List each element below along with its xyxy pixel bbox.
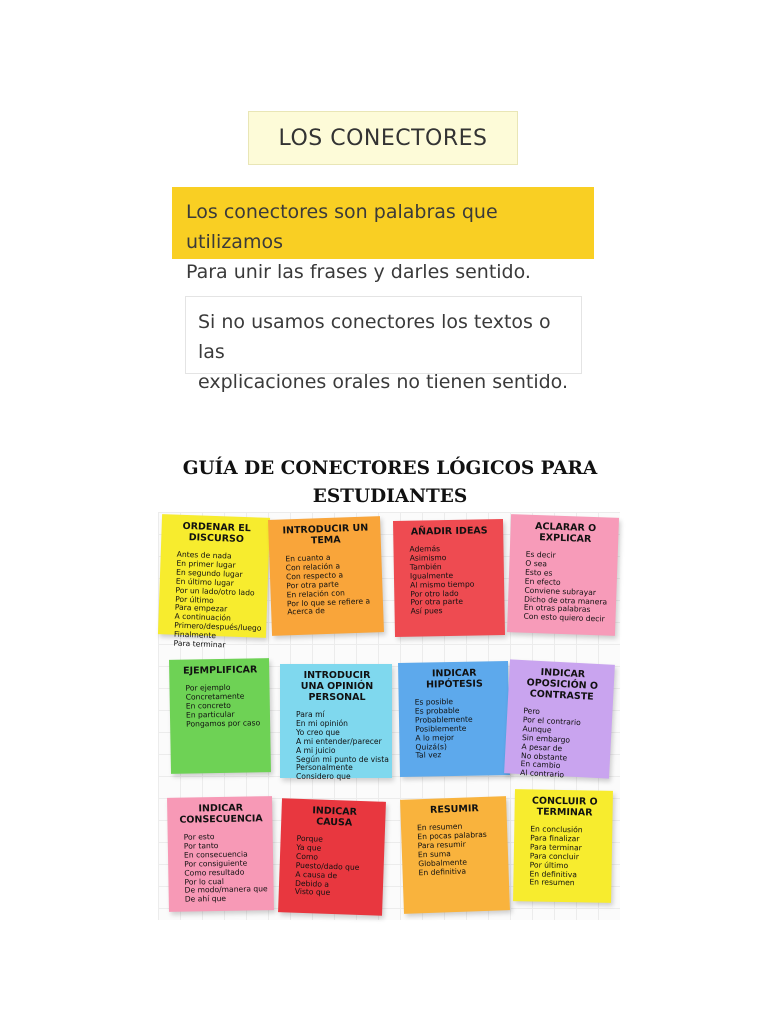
connector-item: O sea	[525, 558, 548, 569]
connector-item: Dicho de otra manera	[523, 594, 608, 607]
card-title: CONCLUIR O TERMINAR	[531, 795, 598, 819]
connector-item: Por esto	[183, 832, 215, 842]
guide-title	[160, 455, 620, 511]
connector-item: Para finalizar	[530, 833, 580, 844]
note-line-2: explicaciones orales no tienen sentido.	[198, 371, 568, 393]
connector-item: Al mismo tiempo	[410, 579, 475, 590]
connector-item: Igualmente	[409, 570, 454, 581]
connector-item: Pero	[523, 706, 541, 716]
connector-item: En resumen	[529, 877, 575, 888]
connector-item: Es posible	[414, 697, 454, 707]
connector-item: En conclusión	[530, 824, 583, 835]
note-box	[185, 296, 582, 393]
card-anadir-ideas	[393, 519, 505, 637]
connector-item: Además	[409, 544, 441, 554]
card-indicar-consecuencia	[167, 796, 274, 912]
card-title: ACLARAR O EXPLICAR	[534, 521, 597, 545]
card-title: INDICAR CAUSA	[312, 805, 358, 829]
connector-item: Sin embargo	[521, 732, 571, 745]
card-title: INTRODUCIR UN TEMA	[282, 522, 369, 547]
connector-item: Antes de nada	[176, 549, 232, 561]
connector-item: A pesar de	[521, 741, 563, 753]
connector-item: En pocas palabras	[417, 829, 487, 842]
connector-item: En segundo lugar	[175, 567, 243, 579]
connector-item: En consecuencia	[183, 849, 248, 860]
connector-item: Como resultado	[184, 867, 245, 878]
connector-item: Por ejemplo	[185, 682, 231, 693]
connector-item: Por último	[529, 860, 569, 870]
connector-item: A mi entender/parecer	[296, 736, 382, 746]
connector-item: Por otro lado	[410, 588, 459, 599]
main-title-box	[248, 111, 518, 165]
card-ejemplificar	[169, 658, 271, 774]
connector-item: Como	[295, 851, 319, 862]
card-title: RESUMIR	[429, 803, 479, 816]
connector-item: Por otra parte	[410, 597, 464, 608]
connector-item: Yo creo que	[296, 727, 340, 737]
connector-item: En suma	[417, 848, 451, 860]
connector-item: Así pues	[410, 606, 443, 617]
connector-item: En cuanto a	[285, 552, 331, 564]
connector-item: Por tanto	[183, 840, 219, 851]
connector-item: Es decir	[525, 549, 556, 560]
connector-item: A mi juicio	[296, 745, 336, 755]
connector-item: No obstante	[520, 750, 568, 762]
connector-list	[181, 683, 260, 729]
connector-item: Probablemente	[414, 714, 473, 725]
connector-item: Ya que	[296, 842, 322, 853]
card-introducir-opinion	[280, 664, 392, 782]
connector-item: Al contrario	[519, 768, 565, 780]
card-ordenar-discurso	[158, 514, 270, 650]
connector-list	[180, 832, 268, 905]
connector-item: Aunque	[522, 723, 552, 735]
connector-item: En relación con	[286, 587, 345, 600]
card-indicar-causa	[278, 798, 386, 916]
connector-list	[169, 549, 262, 652]
connector-item: También	[409, 561, 442, 572]
connector-item: Para mí	[296, 710, 325, 719]
connector-item: Puesto/dado que	[295, 860, 360, 872]
connector-item: Debido a	[294, 878, 330, 889]
connector-item: Primero/después/luego	[174, 620, 262, 633]
connector-item: En concreto	[185, 700, 231, 711]
connector-item: En definitiva	[529, 868, 578, 879]
connector-list	[411, 697, 500, 761]
connector-list	[519, 551, 607, 625]
connector-item: Para empezar	[174, 603, 228, 614]
connector-item: Para terminar	[529, 842, 582, 853]
connector-item: Pongamos por caso	[186, 717, 261, 729]
connector-item: A lo mejor	[415, 732, 455, 743]
connector-item: A causa de	[295, 869, 338, 880]
card-title: INTRODUCIR UNA OPINIÓN PERSONAL	[300, 670, 374, 703]
connector-item: Quizá(s)	[415, 741, 447, 752]
connector-item: Para resumir	[417, 839, 466, 851]
card-title: INDICAR OPOSICIÓN O CONTRASTE	[526, 666, 599, 703]
note-line-1: Si no usamos conectores los textos o las	[198, 311, 551, 363]
connector-item: Finalmente	[173, 629, 217, 641]
connector-item: Por lo que se refiere a	[286, 596, 371, 608]
card-title: AÑADIR IDEAS	[410, 525, 488, 538]
guide-title-line-1: GUÍA DE CONECTORES LÓGICOS PARA	[182, 458, 598, 479]
connector-item: Asimismo	[409, 552, 447, 563]
connector-item: Tal vez	[415, 750, 442, 761]
card-introducir-tema	[268, 516, 384, 636]
connector-item: Por el contrario	[522, 714, 582, 728]
connector-item: En particular	[185, 709, 235, 720]
connector-list	[413, 822, 499, 878]
connector-item: Es probable	[414, 705, 460, 716]
intro-line-1: Los conectores son palabras que utilizamos	[186, 201, 498, 253]
connector-item: Con relación a	[285, 561, 341, 573]
connector-list	[281, 552, 373, 617]
connector-list	[292, 710, 389, 782]
connector-item: En último lugar	[175, 576, 234, 588]
intro-box	[172, 187, 594, 283]
connector-list	[405, 544, 494, 617]
connector-item: Por consiguiente	[184, 858, 248, 869]
guide-title-line-2: ESTUDIANTES	[312, 486, 468, 507]
connector-item: En resumen	[416, 821, 463, 833]
connector-item: En cambio	[520, 759, 561, 771]
connector-item: De modo/manera que	[184, 884, 268, 896]
connector-item: Para terminar	[173, 638, 226, 650]
connector-item: De ahí que	[184, 894, 227, 904]
card-title: ORDENAR EL DISCURSO	[182, 520, 251, 546]
main-title: LOS CONECTORES	[278, 125, 488, 151]
connector-item: En primer lugar	[176, 558, 236, 570]
card-concluir-terminar	[513, 789, 613, 903]
connector-item: Con esto quiero decir	[523, 611, 605, 624]
connector-item: En definitiva	[418, 866, 467, 877]
connector-item: En efecto	[524, 576, 561, 587]
connector-list	[525, 825, 602, 889]
connector-item: Globalmente	[418, 857, 468, 868]
connector-item: Por un lado/otro lado	[175, 585, 255, 598]
connector-item: Esto es	[524, 567, 553, 578]
connector-item: Personalmente	[296, 763, 353, 773]
connector-item: Por otra parte	[286, 579, 339, 591]
card-aclarar-explicar	[507, 514, 619, 636]
connector-item: Por lo cual	[184, 876, 224, 887]
connector-item: Acerca de	[287, 606, 325, 617]
connector-item: En otras palabras	[523, 603, 591, 615]
connector-item: Considero que	[296, 772, 351, 782]
connector-list	[291, 835, 375, 900]
connector-item: Porque	[296, 833, 324, 844]
card-title: EJEMPLIFICAR	[183, 664, 258, 677]
connector-item: Posiblemente	[415, 723, 467, 734]
card-title: INDICAR CONSECUENCIA	[179, 802, 263, 826]
connector-item: A continuación	[174, 611, 232, 623]
card-resumir	[400, 796, 510, 914]
connector-item: Por último	[175, 594, 214, 605]
connector-item: Según mi punto de vista	[296, 754, 389, 764]
connector-item: Conviene subrayar	[524, 585, 597, 597]
connector-item: En mi opinión	[296, 718, 348, 728]
intro-line-2: Para unir las frases y darles sentido.	[186, 261, 531, 283]
card-title: INDICAR HIPÓTESIS	[425, 667, 483, 691]
connector-item: Visto que	[294, 887, 331, 898]
connector-list	[516, 707, 603, 782]
connector-item: Para concluir	[529, 851, 579, 861]
card-indicar-oposicion	[504, 659, 615, 778]
connector-item: Con respecto a	[285, 570, 344, 582]
connector-item: Concretamente	[185, 691, 245, 702]
card-indicar-hipotesis	[398, 661, 510, 777]
